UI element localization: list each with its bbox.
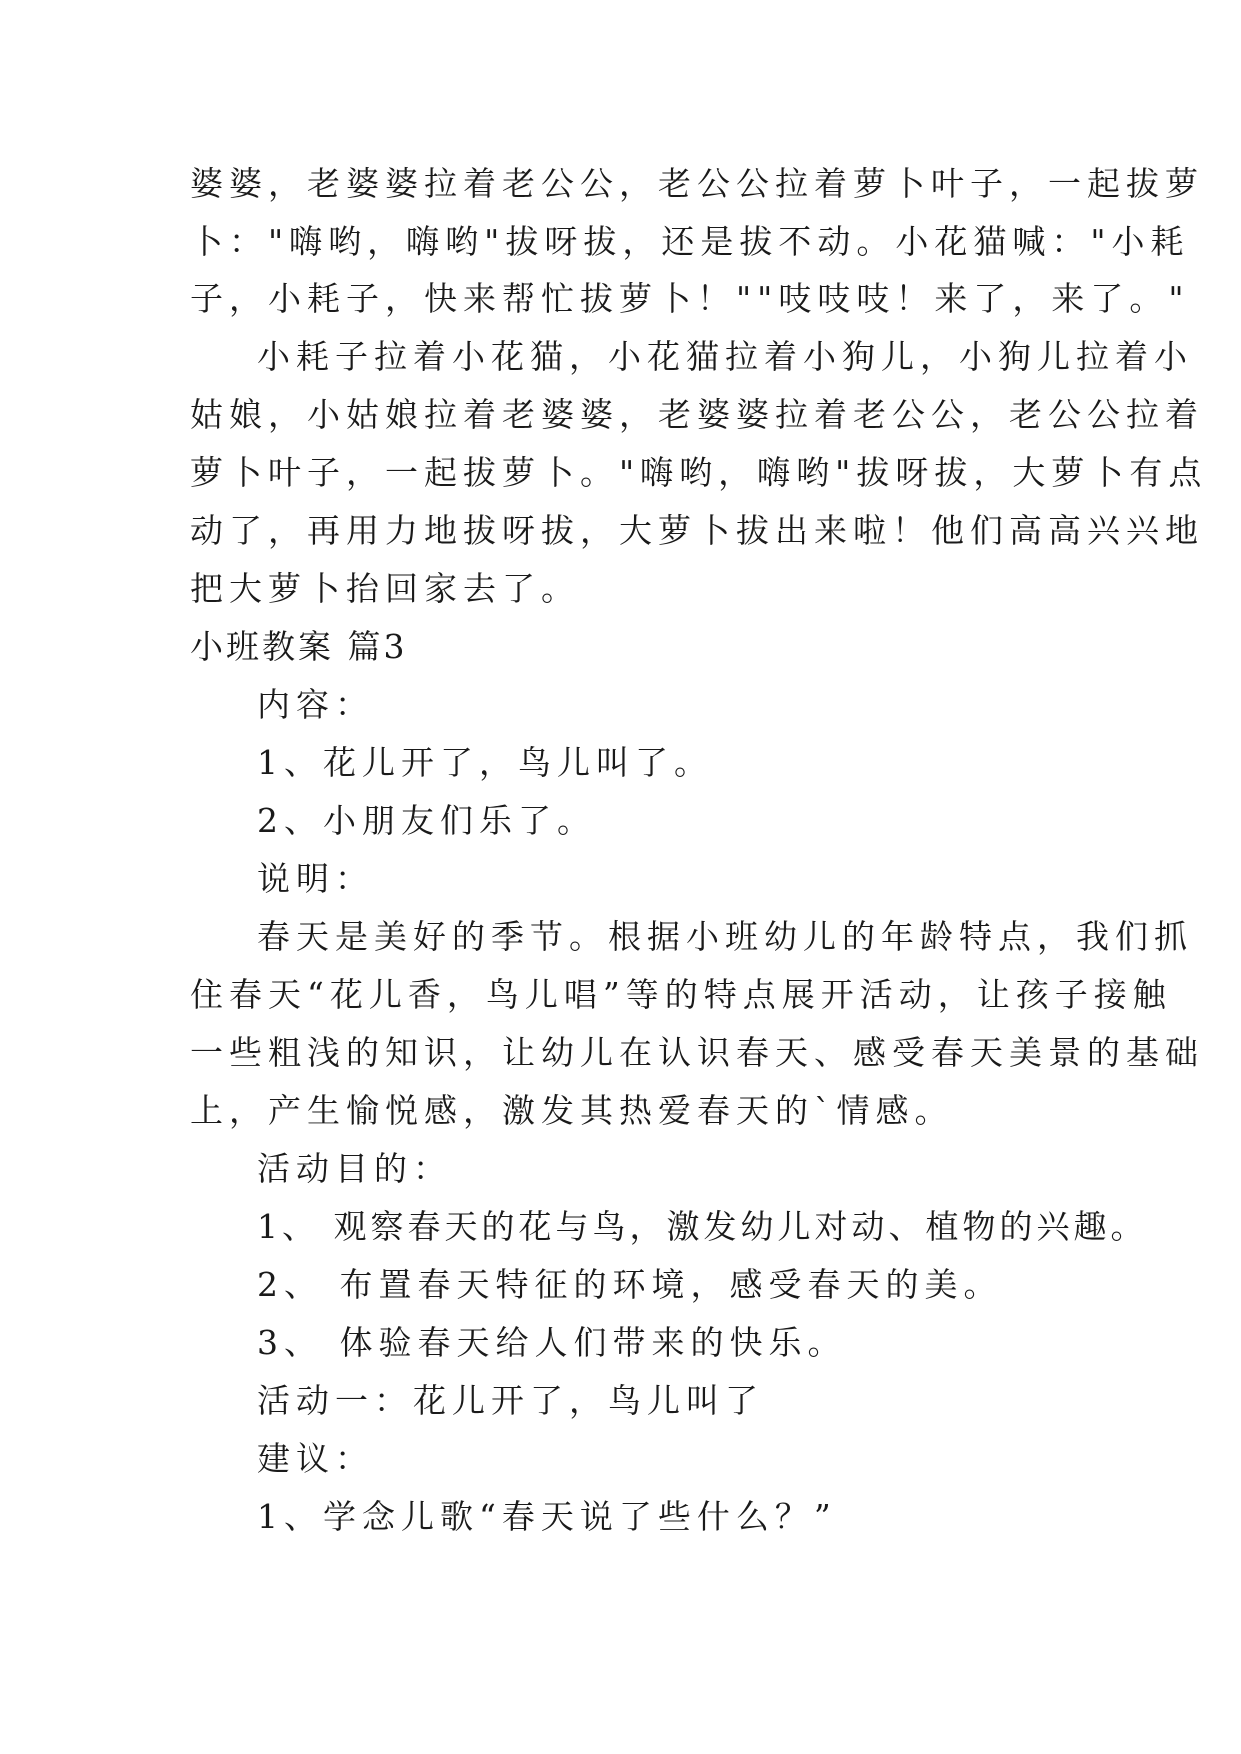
explain-line: 春天是美好的季节。根据小班幼儿的年龄特点，我们抓 — [257, 917, 1193, 956]
explain-line: 一些粗浅的知识，让幼儿在认识春天、感受春天美景的基础 — [190, 1033, 1204, 1072]
goal-item: 1、 观察春天的花与鸟，激发幼儿对动、植物的兴趣。 — [257, 1207, 1148, 1246]
suggest-label: 建议： — [257, 1439, 374, 1478]
explain-line: 上，产生愉悦感，激发其热爱春天的`情感。 — [190, 1091, 954, 1130]
section-title: 小班教案 篇3 — [190, 627, 408, 666]
explain-line: 住春天“花儿香，鸟儿唱”等的特点展开活动，让孩子接触 — [190, 975, 1172, 1014]
content-label: 内容： — [257, 685, 374, 724]
goal-item: 3、 体验春天给人们带来的快乐。 — [257, 1323, 847, 1362]
story-line: 子，小耗子，快来帮忙拔萝卜！""吱吱吱！来了，来了。" — [190, 279, 1190, 318]
story-line: 卜："嗨哟，嗨哟"拔呀拔，还是拔不动。小花猫喊："小耗 — [190, 222, 1190, 261]
story-line: 动了，再用力地拔呀拔，大萝卜拔出来啦！他们高高兴兴地 — [190, 511, 1204, 550]
explain-label: 说明： — [257, 859, 374, 898]
goal-item: 2、 布置春天特征的环境，感受春天的美。 — [257, 1265, 1003, 1304]
activity-title: 活动一：花儿开了，鸟儿叫了 — [257, 1381, 764, 1420]
goals-label: 活动目的： — [257, 1149, 452, 1188]
story-line: 姑娘，小姑娘拉着老婆婆，老婆婆拉着老公公，老公公拉着 — [190, 395, 1204, 434]
suggest-item: 1、学念儿歌“春天说了些什么？” — [257, 1497, 837, 1536]
story-line: 小耗子拉着小花猫，小花猫拉着小狗儿，小狗儿拉着小 — [257, 337, 1193, 376]
story-line: 婆婆，老婆婆拉着老公公，老公公拉着萝卜叶子，一起拔萝 — [190, 164, 1204, 203]
story-line: 萝卜叶子，一起拔萝卜。"嗨哟，嗨哟"拔呀拔，大萝卜有点 — [190, 453, 1208, 492]
content-item: 2、小朋友们乐了。 — [257, 801, 596, 840]
story-line: 把大萝卜抬回家去了。 — [190, 569, 580, 608]
content-item: 1、花儿开了，鸟儿叫了。 — [257, 743, 713, 782]
